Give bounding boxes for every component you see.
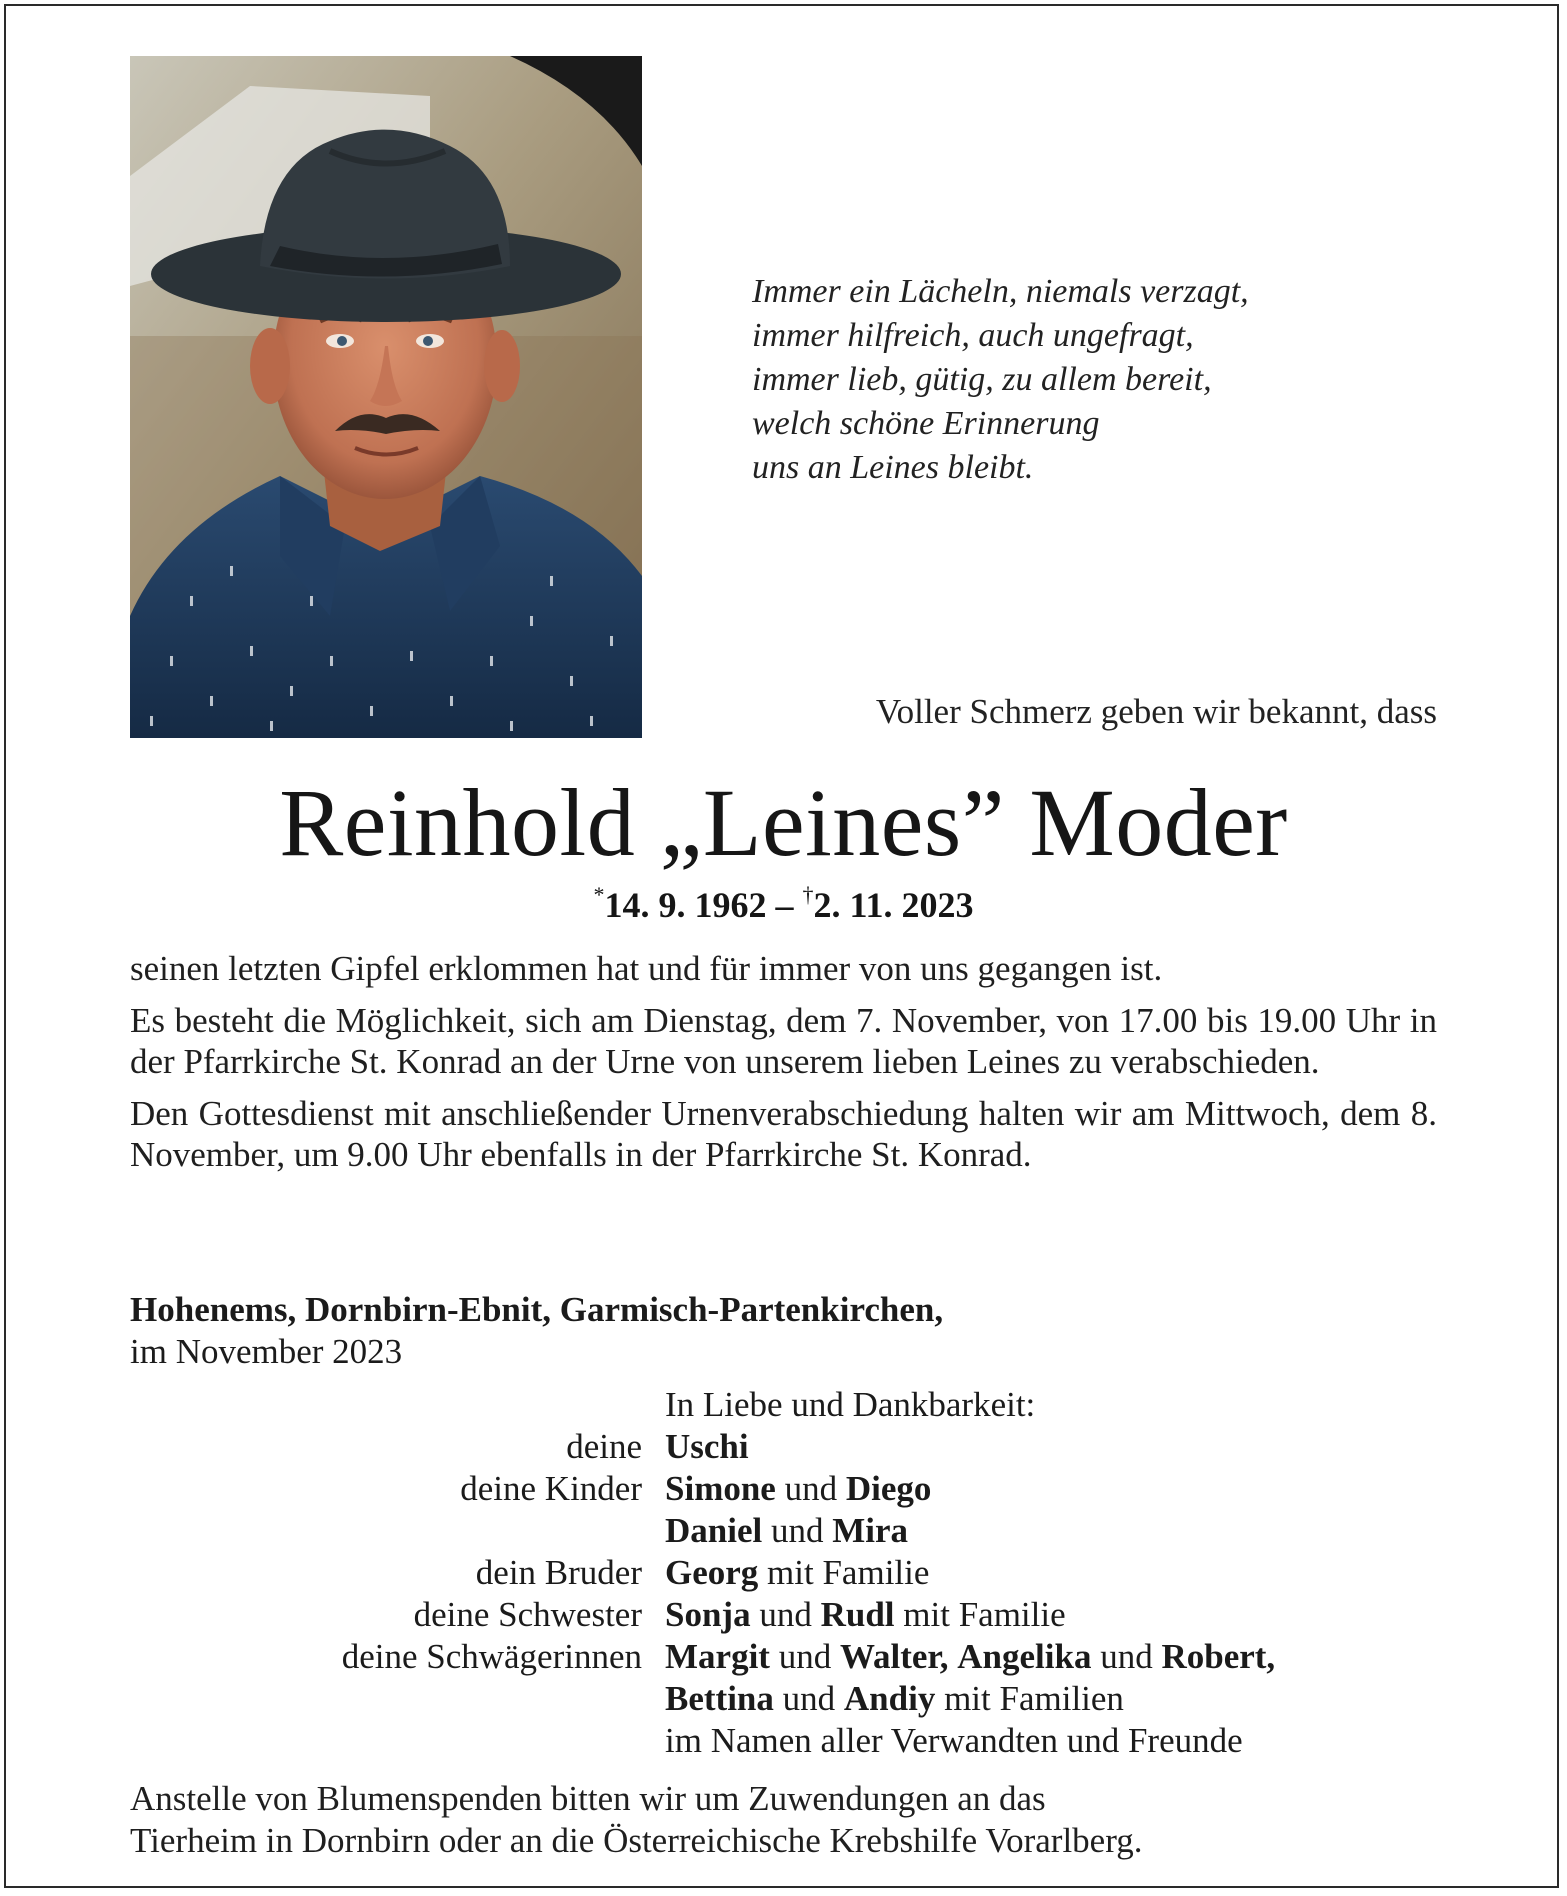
relation-label: deine Kinder [460,1469,642,1508]
donation-note [130,1778,1142,1862]
mourners-heading: In Liebe und Dankbarkeit: [665,1385,1036,1424]
death-date: 2. 11. 2023 [813,885,974,925]
body-paragraph: Den Gottesdienst mit anschließender Urnenverabschiedung halten wir am Mittwoch, dem 8. November, um 9.00 Uhr ebenfalls in der Pfarrkirche St. Konrad. [130,1094,1437,1174]
announcement-intro: Voller Schmerz geben wir bekannt, dass [875,692,1437,731]
mourner-names: Uschi [665,1427,749,1466]
mourner-row [0,1552,1567,1594]
mourner-row [0,1636,1567,1678]
mourner-row [0,1594,1567,1636]
mourner-names: Georg mit Familie [665,1553,930,1592]
poem-line: welch schöne Erinnerung [752,405,1100,442]
deceased-name: Reinhold „Leines” Moder [279,769,1288,876]
poem-line: uns an Leines bleibt. [752,449,1034,486]
mourner-row [0,1426,1567,1468]
relation-label: deine [566,1427,642,1466]
mourners-closing: im Namen aller Verwandten und Freunde [665,1721,1243,1760]
donation-line: Tierheim in Dornbirn oder an die Österreichische Krebshilfe Vorarlberg. [130,1821,1143,1860]
mourner-row [0,1468,1567,1510]
poem-line: immer hilfreich, auch ungefragt, [752,317,1194,354]
donation-line: Anstelle von Blumenspenden bitten wir um Zuwendungen an das [130,1779,1046,1818]
relation-label: dein Bruder [475,1553,642,1592]
relation-label: deine Schwester [413,1595,642,1634]
birth-date: 14. 9. 1962 [604,885,767,925]
mourner-row [0,1678,1567,1720]
date-separator: – [775,885,794,925]
mourner-row [0,1510,1567,1552]
death-symbol: † [802,882,814,907]
mourner-names: Bettina und Andiy mit Familien [665,1679,1124,1718]
poem-line: Immer ein Lächeln, niemals verzagt, [752,273,1249,310]
poem-line: immer lieb, gütig, zu allem bereit, [752,361,1212,398]
mourner-names: Sonja und Rudl mit Familie [665,1595,1066,1634]
mourner-row [0,1720,1567,1762]
body-paragraph: Es besteht die Möglichkeit, sich am Dienstag, dem 7. November, von 17.00 bis 19.00 Uhr in der Pfarrkirche St. Konrad an der Urne von unserem lieben Leines zu verabschieden. [130,1001,1437,1081]
mourners-heading-row [0,1384,1567,1426]
body-paragraph: seinen letzten Gipfel erklommen hat und für immer von uns gegangen ist. [130,949,1163,988]
location-date: im November 2023 [130,1332,403,1371]
life-dates [0,884,1567,926]
announcement-body [130,948,1437,1186]
portrait-photo [130,56,642,738]
mourner-names: Margit und Walter, Angelika und Robert, [665,1637,1276,1676]
relation-label: deine Schwägerinnen [341,1637,642,1676]
mourner-names: Daniel und Mira [665,1511,909,1550]
birth-symbol: * [593,882,605,907]
location-block [130,1289,943,1373]
memorial-poem [752,270,1249,490]
location-places: Hohenems, Dornbirn-Ebnit, Garmisch-Partenkirchen, [130,1290,944,1329]
mourner-names: Simone und Diego [665,1469,932,1508]
